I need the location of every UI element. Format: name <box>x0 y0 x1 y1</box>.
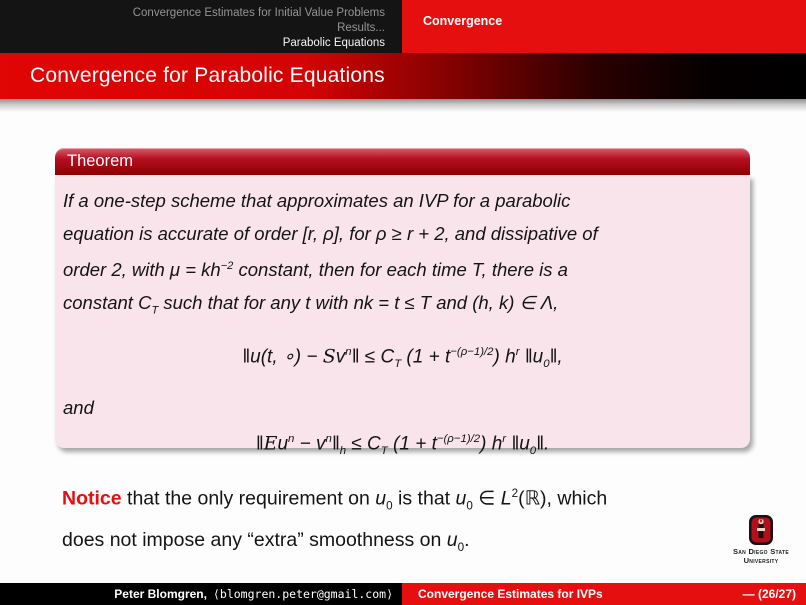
footer-author-panel <box>0 583 402 605</box>
theorem-equation-2: $‖Eu^n$ − $v^n‖_h \le C_T$ $(1 + t^{-(\rho-1)/2})$ $h^r$ $‖u_0‖$. <box>255 432 550 458</box>
theorem-equation-1: ‖u(t, ∘) − $Sv^n‖ \le C_T$ $(1 + t^{-(\rho-1)/2})$ $h^r$ $‖u_0‖$, <box>242 345 563 370</box>
sdsu-shield-icon <box>748 514 774 546</box>
frame-title: Convergence for Parabolic Equations <box>30 64 385 87</box>
nav-item-parabolic-equations[interactable]: Parabolic Equations <box>282 37 385 49</box>
nav-item-convergence-estimates[interactable]: Convergence Estimates for Initial Value Problems <box>132 7 385 19</box>
section-indicator[interactable]: Convergence <box>402 0 806 53</box>
title-bar-shadow <box>0 99 806 112</box>
slide-header <box>0 0 806 53</box>
theorem-block-body <box>55 175 750 458</box>
theorem-text-line: order 2, with $\mu = kh^{-2}$ constant, then for each time T, there is a <box>63 259 568 281</box>
notice-paragraph <box>62 477 762 565</box>
nav-breadcrumb-panel <box>0 0 402 53</box>
footer-author: Peter Blomgren, <box>114 587 207 601</box>
sdsu-logo-text-line2: University <box>743 555 779 565</box>
theorem-text-line: equation is accurate of order [r, ρ], for ρ ≥ r + 2, and dissipative of <box>63 223 598 244</box>
theorem-block <box>55 148 750 458</box>
slide-footer <box>0 583 806 605</box>
frame-title-bar <box>0 53 806 99</box>
sdsu-logo <box>723 514 799 565</box>
theorem-connector: and <box>63 396 94 418</box>
theorem-text-line: If a one-step scheme that approximates an IVP for a parabolic <box>63 190 571 211</box>
nav-item-results[interactable]: Results... <box>337 22 385 34</box>
footer-page-number: — (26/27) <box>742 587 796 601</box>
sdsu-logo-text-line1: San Diego State <box>732 547 790 556</box>
theorem-block-title: Theorem <box>55 148 750 175</box>
footer-deck-panel <box>402 583 806 605</box>
theorem-text-line: constant $C_T$ such that for any t with nk = t ≤ T and (h, k) ∈ Λ, <box>63 292 559 317</box>
notice-line: does not impose any “extra” smoothness on $u_0$. <box>62 529 470 555</box>
footer-deck-title: Convergence Estimates for IVPs <box>418 587 603 601</box>
notice-line: Notice that the only requirement on $u_0$ is that $u_0$ ∈ $L^2(ℝ)$, which <box>62 487 608 513</box>
footer-email: ⟨blomgren.peter@gmail.com⟩ <box>212 587 393 601</box>
